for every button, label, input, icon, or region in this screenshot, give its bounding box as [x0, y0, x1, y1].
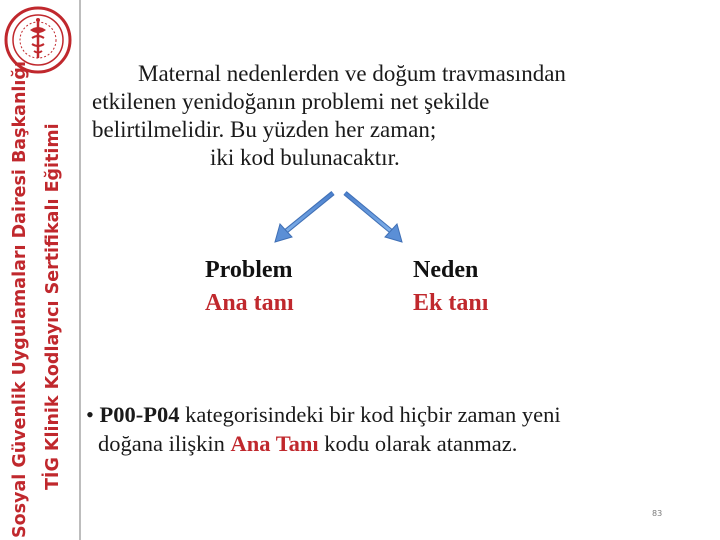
paragraph-line1: Maternal nedenlerden ve doğum travmasından — [138, 61, 566, 86]
code-range: P00-P04 — [99, 402, 180, 427]
cause-heading: Neden — [413, 257, 479, 283]
bullet-highlight: Ana Tanı — [230, 431, 319, 456]
sidebar-title-line2: TİG Klinik Kodlayıcı Sertifikalı Eğitimi — [43, 123, 63, 490]
bullet-marker: • — [86, 402, 94, 427]
left-arrow-icon — [275, 193, 333, 242]
problem-heading: Problem — [205, 257, 293, 283]
cause-column — [413, 254, 488, 320]
sidebar — [0, 0, 80, 540]
paragraph-line4: iki kod bulunacaktır. — [210, 145, 400, 170]
bullet-note — [86, 400, 706, 458]
right-arrow-icon — [345, 193, 402, 242]
paragraph-line3: belirtilmelidir. Bu yüzden her zaman; — [92, 117, 437, 142]
sidebar-divider — [79, 0, 81, 540]
bullet-text3: kodu olarak atanmaz. — [318, 431, 518, 456]
problem-column — [205, 254, 294, 320]
page-number: 83 — [652, 509, 663, 518]
main-diagnosis-label: Ana tanı — [205, 290, 294, 316]
secondary-diagnosis-label: Ek tanı — [413, 290, 489, 316]
bullet-text2: doğana ilişkin — [98, 431, 231, 456]
bullet-line2 — [86, 429, 706, 458]
intro-paragraph — [92, 60, 692, 172]
sidebar-title-line1: Sosyal Güvenlik Uygulamaları Dairesi Başkanlığı — [10, 61, 30, 538]
paragraph-line2: etkilenen yenidoğanın problemi net şekilde — [92, 89, 490, 114]
bullet-text1: kategorisindeki bir kod hiçbir zaman yeni — [179, 402, 561, 427]
